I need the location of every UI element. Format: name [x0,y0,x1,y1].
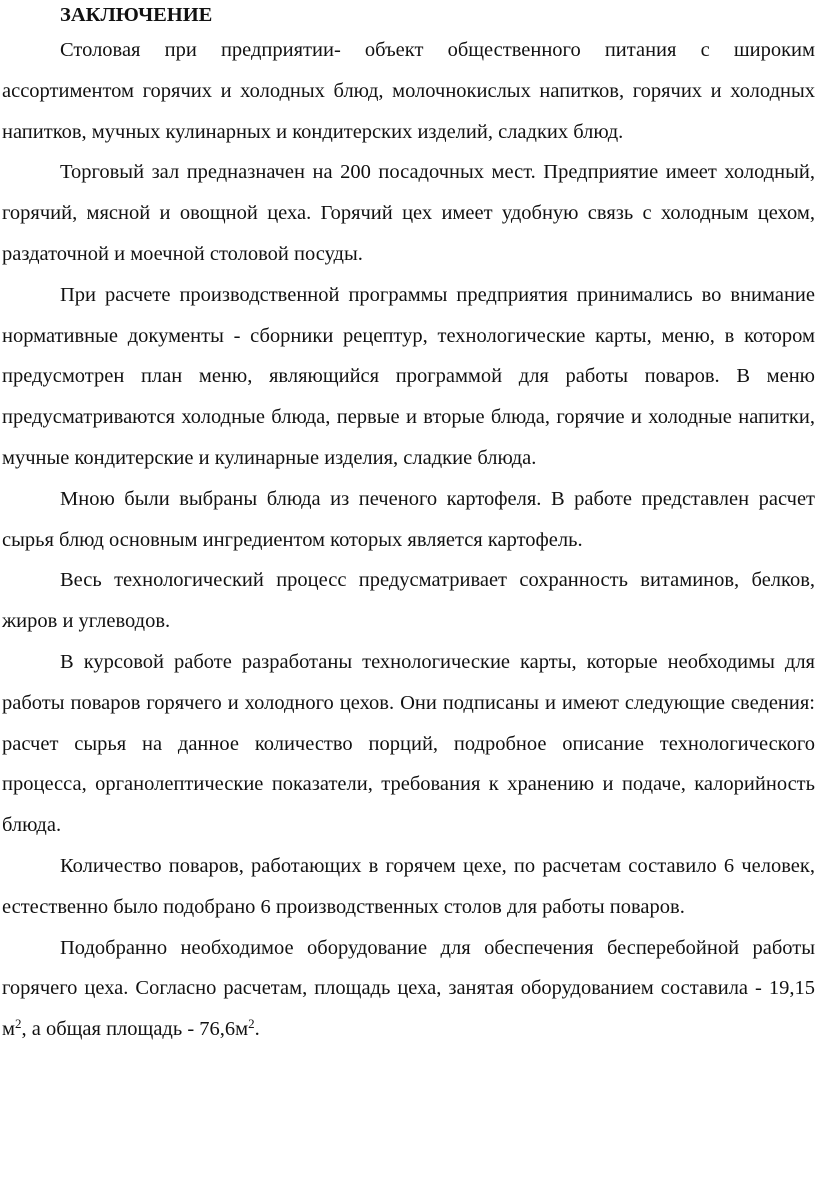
equipment-text-after: . [254,1018,260,1041]
paragraph-selected-dishes: Мною были выбраны блюда из печеного картофеля. В работе представлен расчет сырья блюд основным ингредиентом которых является картофель. [2,487,815,551]
document-heading: ЗАКЛЮЧЕНИЕ [60,4,213,26]
paragraph-trading-hall: Торговый зал предназначен на 200 посадочных мест. Предприятие имеет холодный, горячий, мясной и овощной цеха. Горячий цех имеет удобную связь с холодным цехом, раздаточной и моечной столовой посуды. [2,161,815,265]
superscript-square-1: 2 [14,1015,22,1031]
paragraph-technological-process: Весь технологический процесс предусматривает сохранность витаминов, белков, жиров и углеводов. [2,569,815,633]
superscript-square-2: 2 [248,1015,255,1031]
paragraph-cooks-count: Количество поваров, работающих в горячем цехе, по расчетам составило 6 человек, естественно было подобрано 6 производственных столов для работы поваров. [2,854,815,918]
paragraph-technological-cards: В курсовой работе разработаны технологические карты, которые необходимы для работы поваров горячего и холодного цехов. Они подписаны и имеют следующие сведения: расчет сырья на данное количество порций, подробное описание технологического процесса, органолептические показатели, требования к хранению и подаче, калорийность блюда. [2,650,815,837]
paragraph-production-program: При расчете производственной программы предприятия принимались во внимание нормативные документы - сборники рецептур, технологические карты, меню, в котором предусмотрен план меню, являющийся программой для работы поваров. В меню предусматриваются холодные блюда, первые и вторые блюда, горячие и холодные напитки, мучные кондитерские и кулинарные изделия, сладкие блюда. [2,283,815,469]
equipment-text-middle: , а общая площадь - 76,6м [21,1018,249,1041]
paragraph-equipment [2,928,815,1050]
equipment-text-before: Подобранно необходимое оборудование для обеспечения бесперебойной работы горячего цеха. Согласно расчетам, площадь цеха, занятая оборудованием составила - 19,15 м [2,936,815,1041]
paragraph-canteen-description: Столовая при предприятии- объект общественного питания с широким ассортиментом горячих и холодных блюд, молочнокислых напитков, горячих и холодных напитков, мучных кулинарных и кондитерских изделий, сладких блюд. [2,39,815,143]
